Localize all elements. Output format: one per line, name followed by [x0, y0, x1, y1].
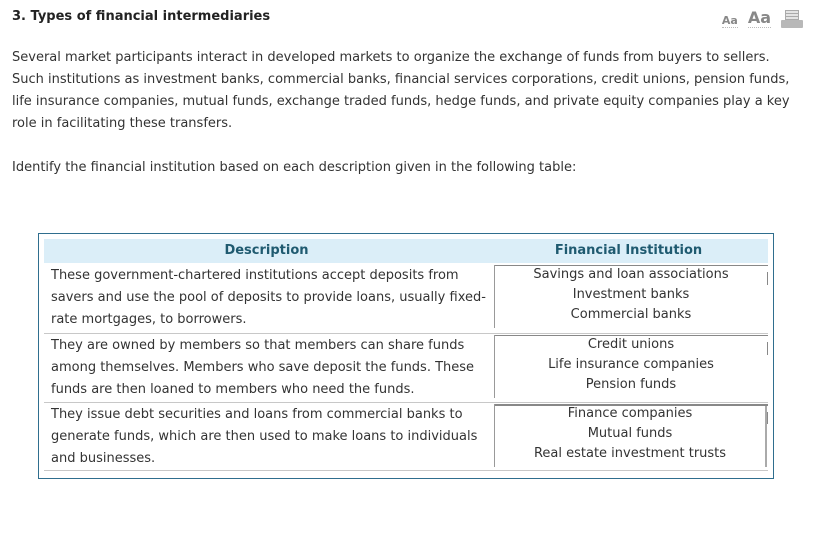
table-header	[44, 239, 768, 263]
row-description: They issue debt securities and loans from commercial banks to generate funds, which are then used to make loans to individuals and businesses.	[51, 407, 478, 466]
option[interactable]: Life insurance companies	[548, 357, 714, 372]
instruction-text: Identify the financial institution based on each description given in the following table:	[12, 160, 577, 175]
option[interactable]: Commercial banks	[570, 307, 692, 322]
toolbar	[722, 8, 803, 28]
option[interactable]: Savings and loan associations	[533, 267, 729, 282]
header-description: Description	[224, 243, 309, 258]
institution-select-3[interactable]	[494, 404, 767, 467]
header-institution: Financial Institution	[554, 243, 703, 258]
table-row	[44, 404, 768, 471]
decrease-font-button[interactable]: Aa	[721, 14, 738, 27]
increase-font-button[interactable]: Aa	[747, 8, 771, 27]
option[interactable]: Mutual funds	[587, 426, 673, 441]
option[interactable]: Finance companies	[567, 406, 693, 421]
option[interactable]: Real estate investment trusts	[533, 446, 727, 461]
row-description: These government-chartered institutions accept deposits from savers and use the pool of deposits to provide loans, usually fixed-rate mortgages, to borrowers.	[51, 268, 486, 327]
row-description: They are owned by members so that members can share funds among themselves. Members who save deposit the funds. These funds are then loaned to members who need the funds.	[51, 338, 475, 397]
intro-paragraph: Several market participants interact in developed markets to organize the exchange of funds from buyers to sellers. Such institutions as investment banks, commercial banks, financial services corporations, credit unions, pension funds, life insurance companies, mutual funds, exchange traded funds, hedge funds, and private equity companies play a key role in facilitating these transfers.	[12, 50, 790, 131]
option[interactable]: Investment banks	[572, 287, 690, 302]
option[interactable]: Credit unions	[587, 337, 675, 352]
table-row	[44, 335, 768, 403]
option[interactable]: Pension funds	[585, 377, 677, 392]
matching-table	[38, 233, 774, 479]
institution-select-1[interactable]	[494, 265, 767, 328]
printer-icon[interactable]	[781, 10, 803, 28]
table-row	[44, 265, 768, 334]
institution-select-2[interactable]	[494, 335, 767, 398]
question-title: 3. Types of financial intermediaries	[12, 9, 271, 24]
